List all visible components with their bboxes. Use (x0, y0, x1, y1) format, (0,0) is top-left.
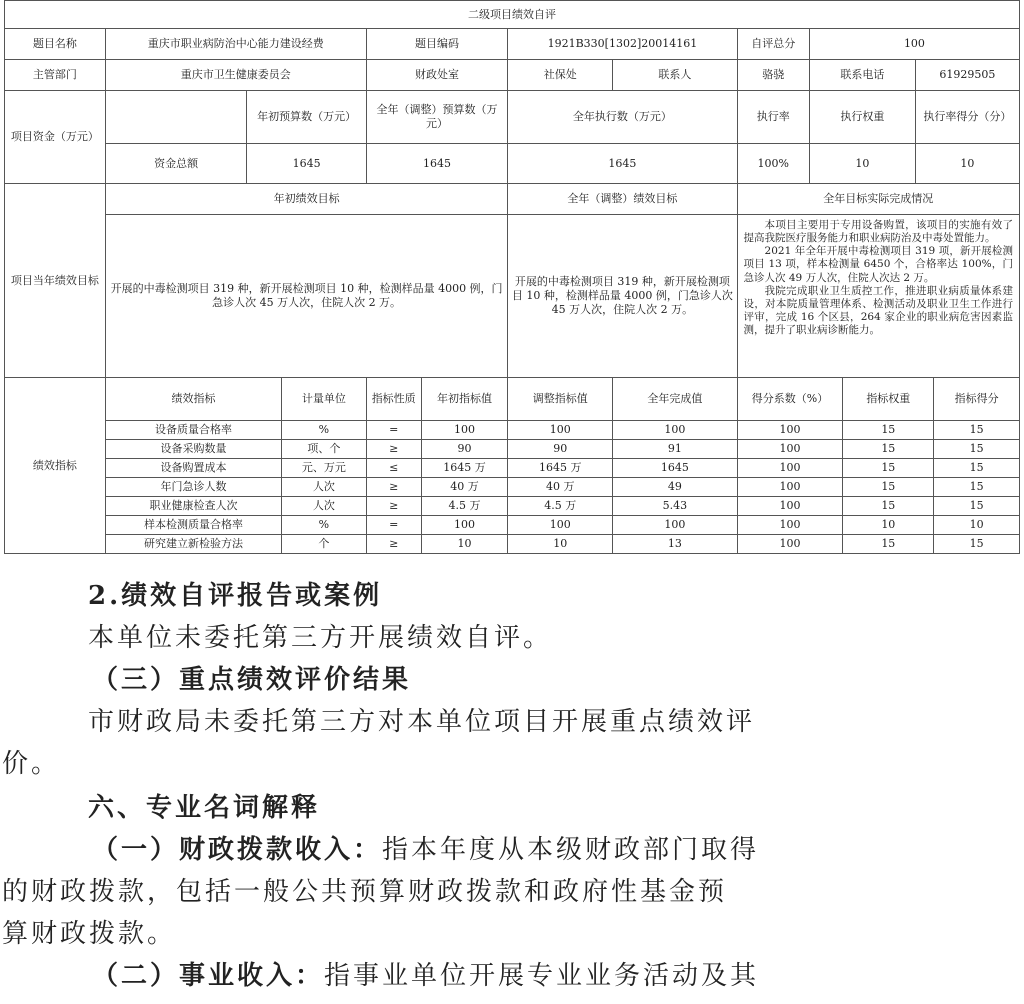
indicator-completed: 100 (613, 516, 737, 535)
indicator-nature: ≥ (366, 440, 421, 459)
indicator-unit: % (282, 516, 367, 535)
indicator-name: 设备采购数量 (105, 440, 281, 459)
indicator-adjusted: 10 (508, 535, 613, 554)
indicators-header-name: 绩效指标 (105, 378, 281, 421)
section-heading-self-eval: 2.绩效自评报告或案例 (88, 581, 383, 611)
funds-total-label: 资金总额 (105, 144, 247, 184)
indicator-completed: 49 (613, 478, 737, 497)
indicators-header-adjusted: 调整指标值 (508, 378, 613, 421)
paragraph-key-results-line1: 市财政局未委托第三方对本单位项目开展重点绩效评 (88, 707, 756, 737)
project-name-value: 重庆市职业病防治中心能力建设经费 (105, 29, 366, 60)
indicators-header-weight: 指标权重 (843, 378, 934, 421)
contact-value: 骆骁 (737, 60, 809, 91)
indicator-nature: = (366, 516, 421, 535)
indicator-initial: 100 (421, 516, 508, 535)
indicator-initial: 90 (421, 440, 508, 459)
indicator-adjusted: 1645 万 (508, 459, 613, 478)
phone-value: 61929505 (915, 60, 1019, 91)
indicator-unit: 项、个 (282, 440, 367, 459)
indicator-score: 15 (934, 459, 1020, 478)
indicator-score: 15 (934, 421, 1020, 440)
goals-adjusted-text: 开展的中毒检测项目 319 种，新开展检测项目 10 种，检测样品量 4000 例，门急诊人次 45 万人次，住院人次 2 万。 (508, 215, 737, 378)
goals-actual-p2: 2021 年全年开展中毒检测项目 319 项，新开展检测项目 13 项，样本检测量 6450 个，合格率达 100%，门急诊人次 49 万人次，住院人次达 2 万。 (743, 245, 1013, 284)
goals-adjusted-header: 全年（调整）绩效目标 (508, 184, 737, 215)
glossary-term-business: （二）事业收入： (92, 961, 325, 991)
phone-label: 联系电话 (809, 60, 915, 91)
self-score-value: 100 (809, 29, 1019, 60)
contact-label: 联系人 (613, 60, 737, 91)
funds-adjusted: 1645 (366, 144, 508, 184)
self-score-label: 自评总分 (737, 29, 809, 60)
indicator-adjusted: 100 (508, 516, 613, 535)
glossary-def-business: 指事业单位开展专业业务活动及其 (324, 961, 760, 991)
indicators-header-initial: 年初指标值 (421, 378, 508, 421)
indicator-completed: 91 (613, 440, 737, 459)
indicator-nature: ≥ (366, 535, 421, 554)
indicator-weight: 15 (843, 421, 934, 440)
glossary-item-business-line1 (92, 955, 1018, 997)
funds-blank-header (105, 91, 247, 144)
indicator-weight: 10 (843, 516, 934, 535)
indicator-adjusted: 4.5 万 (508, 497, 613, 516)
finance-office: 财政处室 (366, 60, 508, 91)
indicator-initial: 10 (421, 535, 508, 554)
table-row (5, 440, 1020, 459)
funds-executed: 1645 (508, 144, 737, 184)
table-row (5, 459, 1020, 478)
indicator-score: 10 (934, 516, 1020, 535)
glossary-item-fiscal-line2: 的财政拨款，包括一般公共预算财政拨款和政府性基金预 (2, 877, 728, 907)
indicators-label: 绩效指标 (5, 378, 106, 554)
indicator-score: 15 (934, 535, 1020, 554)
indicator-nature: ≤ (366, 459, 421, 478)
indicator-adjusted: 100 (508, 421, 613, 440)
goals-actual-p1: 本项目主要用于专用设备购置，该项目的实施有效了提高我院医疗服务能力和职业病防治及中毒处置能力。 (743, 219, 1013, 245)
indicator-coef: 100 (737, 478, 843, 497)
indicator-weight: 15 (843, 497, 934, 516)
indicator-name: 样本检测质量合格率 (105, 516, 281, 535)
indicator-name: 研究建立新检验方法 (105, 535, 281, 554)
funds-executed-header: 全年执行数（万元） (508, 91, 737, 144)
indicator-name: 职业健康检查人次 (105, 497, 281, 516)
goals-initial-text: 开展的中毒检测项目 319 种，新开展检测项目 10 种，检测样品量 4000 例，门急诊人次 45 万人次，住院人次 2 万。 (105, 215, 507, 378)
glossary-def-fiscal: 指本年度从本级财政部门取得 (382, 835, 760, 865)
indicator-coef: 100 (737, 535, 843, 554)
indicator-initial: 100 (421, 421, 508, 440)
paragraph-key-results-line2: 价。 (2, 749, 61, 779)
indicator-nature: ≥ (366, 478, 421, 497)
indicator-completed: 1645 (613, 459, 737, 478)
dept-label: 主管部门 (5, 60, 106, 91)
indicator-nature: = (366, 421, 421, 440)
indicator-coef: 100 (737, 421, 843, 440)
funds-score-header: 执行率得分（分） (915, 91, 1019, 144)
project-code-value: 1921B330[1302]20014161 (508, 29, 737, 60)
indicator-name: 年门急诊人数 (105, 478, 281, 497)
goals-actual-p3: 我院完成职业卫生质控工作，推进职业病质量体系建设，对本院质量管理体系、检测活动及职业卫生工作进行评审，完成 16 个区县，264 家企业的职业病危害因素监测，提升了职业病诊断能力。 (743, 284, 1013, 336)
section-heading-glossary: 六、专业名词解释 (88, 793, 321, 823)
indicator-weight: 15 (843, 459, 934, 478)
indicator-weight: 15 (843, 440, 934, 459)
indicator-weight: 15 (843, 478, 934, 497)
indicator-unit: % (282, 421, 367, 440)
goals-initial-header: 年初绩效目标 (105, 184, 507, 215)
table-row (5, 497, 1020, 516)
table-row (5, 478, 1020, 497)
indicators-header-completed: 全年完成值 (613, 378, 737, 421)
indicator-adjusted: 90 (508, 440, 613, 459)
indicator-name: 设备质量合格率 (105, 421, 281, 440)
table-row (5, 535, 1020, 554)
indicator-completed: 13 (613, 535, 737, 554)
project-name-label: 题目名称 (5, 29, 106, 60)
performance-eval-table (4, 0, 1020, 554)
funds-rate-header: 执行率 (737, 91, 809, 144)
indicator-coef: 100 (737, 497, 843, 516)
indicator-coef: 100 (737, 440, 843, 459)
glossary-item-fiscal-line3: 算财政拨款。 (2, 919, 177, 949)
funds-adjusted-header: 全年（调整）预算数（万元） (366, 91, 508, 144)
indicator-coef: 100 (737, 459, 843, 478)
table-row (5, 421, 1020, 440)
dept-value: 重庆市卫生健康委员会 (105, 60, 366, 91)
goals-actual-text (737, 215, 1019, 378)
paragraph-self-eval: 本单位未委托第三方开展绩效自评。 (88, 623, 553, 653)
indicator-unit: 个 (282, 535, 367, 554)
section-heading-key-results: （三）重点绩效评价结果 (92, 665, 412, 695)
indicators-header-unit: 计量单位 (282, 378, 367, 421)
indicators-header-coef: 得分系数（%） (737, 378, 843, 421)
indicator-initial: 1645 万 (421, 459, 508, 478)
indicators-header-nature: 指标性质 (366, 378, 421, 421)
indicator-completed: 5.43 (613, 497, 737, 516)
glossary-term-fiscal: （一）财政拨款收入： (92, 835, 383, 865)
indicators-header-score: 指标得分 (934, 378, 1020, 421)
indicator-nature: ≥ (366, 497, 421, 516)
funds-label: 项目资金（万元） (5, 91, 106, 184)
table-title: 二级项目绩效自评 (5, 1, 1020, 29)
indicator-score: 15 (934, 440, 1020, 459)
social-office: 社保处 (508, 60, 613, 91)
indicator-unit: 人次 (282, 478, 367, 497)
table-row (5, 516, 1020, 535)
funds-initial-header: 年初预算数（万元） (247, 91, 366, 144)
funds-score: 10 (915, 144, 1019, 184)
indicator-completed: 100 (613, 421, 737, 440)
indicator-coef: 100 (737, 516, 843, 535)
indicator-score: 15 (934, 497, 1020, 516)
funds-weight-header: 执行权重 (809, 91, 915, 144)
indicator-initial: 4.5 万 (421, 497, 508, 516)
project-code-label: 题目编码 (366, 29, 508, 60)
goals-actual-header: 全年目标实际完成情况 (737, 184, 1019, 215)
indicator-unit: 人次 (282, 497, 367, 516)
goals-label: 项目当年绩效目标 (5, 184, 106, 378)
indicator-weight: 15 (843, 535, 934, 554)
indicator-adjusted: 40 万 (508, 478, 613, 497)
funds-initial: 1645 (247, 144, 366, 184)
indicator-score: 15 (934, 478, 1020, 497)
indicator-name: 设备购置成本 (105, 459, 281, 478)
funds-weight: 10 (809, 144, 915, 184)
funds-rate: 100% (737, 144, 809, 184)
indicator-unit: 元、万元 (282, 459, 367, 478)
glossary-item-fiscal-line1 (92, 829, 1018, 871)
indicator-initial: 40 万 (421, 478, 508, 497)
